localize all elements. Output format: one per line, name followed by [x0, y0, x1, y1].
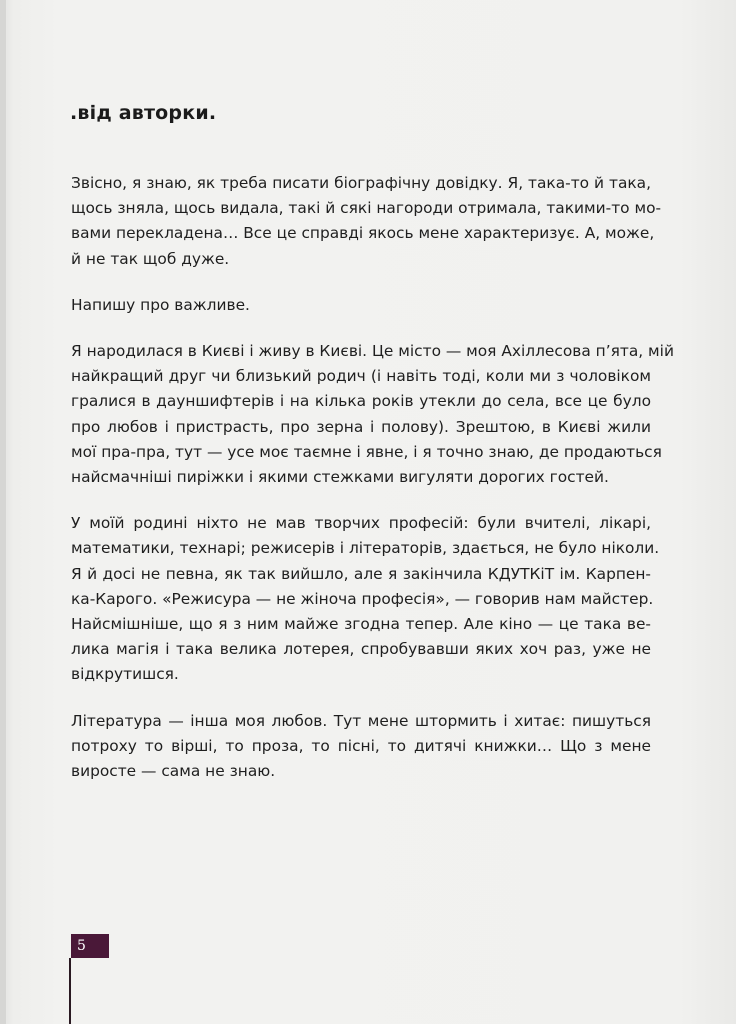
text-line: гралися в дауншифтерів і на кілька років утекли до села, все це було — [71, 392, 651, 411]
text-line: найсмачніші пиріжки і якими стежками вигуляти дорогих гостей. — [71, 468, 609, 487]
text-line: про любов і пристрасть, про зерна і полову). Зрештою, в Києві жили — [71, 417, 651, 436]
page-number: 5 — [71, 934, 109, 958]
paragraph-4 — [71, 511, 660, 687]
text-line: Найсмішніше, що я з ним майже згодна тепер. Але кіно — це така ве- — [71, 615, 651, 634]
text-line: мої пра-пра, тут — усе моє таємне і явне, і я точно знаю, де продаються — [71, 442, 662, 461]
text-line: потроху то вірші, то проза, то пісні, то дитячі книжки… Що з мене — [71, 736, 651, 755]
paragraph-1 — [71, 171, 662, 272]
text-line: виросте — сама не знаю. — [71, 762, 276, 781]
text-line: вами перекладена… Все це справді якось мене характеризує. А, може, — [71, 224, 655, 243]
paragraph-5 — [71, 709, 651, 785]
text-line: У моїй родині ніхто не мав творчих професій: були вчителі, лікарі, — [71, 514, 651, 533]
text-line: Література — інша моя любов. Тут мене штормить і хитає: пишуться — [71, 711, 651, 730]
text-line: ка-Карого. «Режисура — не жіноча професія», — говорив нам майстер. — [71, 589, 654, 608]
section-heading: .від авторки. — [70, 102, 217, 124]
body-text — [71, 171, 674, 805]
text-line: й не так щоб дуже. — [71, 249, 230, 268]
paragraph-2 — [71, 293, 651, 318]
page-binding-edge — [0, 0, 6, 1024]
text-line: найкращий друг чи близький родич (і навіть тоді, коли ми з чоловіком — [71, 367, 651, 386]
text-line: Звісно, я знаю, як треба писати біографічну довідку. Я, така-то й така, — [71, 174, 651, 192]
text-line: лика магія і така велика лотерея, спробувавши яких хоч раз, уже не — [71, 640, 651, 659]
text-line: Я народилася в Києві і живу в Києві. Це місто — моя Ахіллесова п’ята, мій — [71, 342, 674, 361]
text-line: щось зняла, щось видала, такі й сякі нагороди отримала, такими-то мо- — [71, 199, 662, 218]
paragraph-3 — [71, 339, 674, 490]
text-line: Напишу про важливе. — [71, 295, 250, 314]
text-line: Я й досі не певна, як так вийшло, але я закінчила КДУТКіТ ім. Карпен- — [71, 564, 651, 583]
text-line: відкрутишся. — [71, 665, 179, 684]
text-line: математики, технарі; режисерів і літераторів, здається, не було ніколи. — [71, 539, 660, 558]
margin-rule — [69, 958, 71, 1024]
